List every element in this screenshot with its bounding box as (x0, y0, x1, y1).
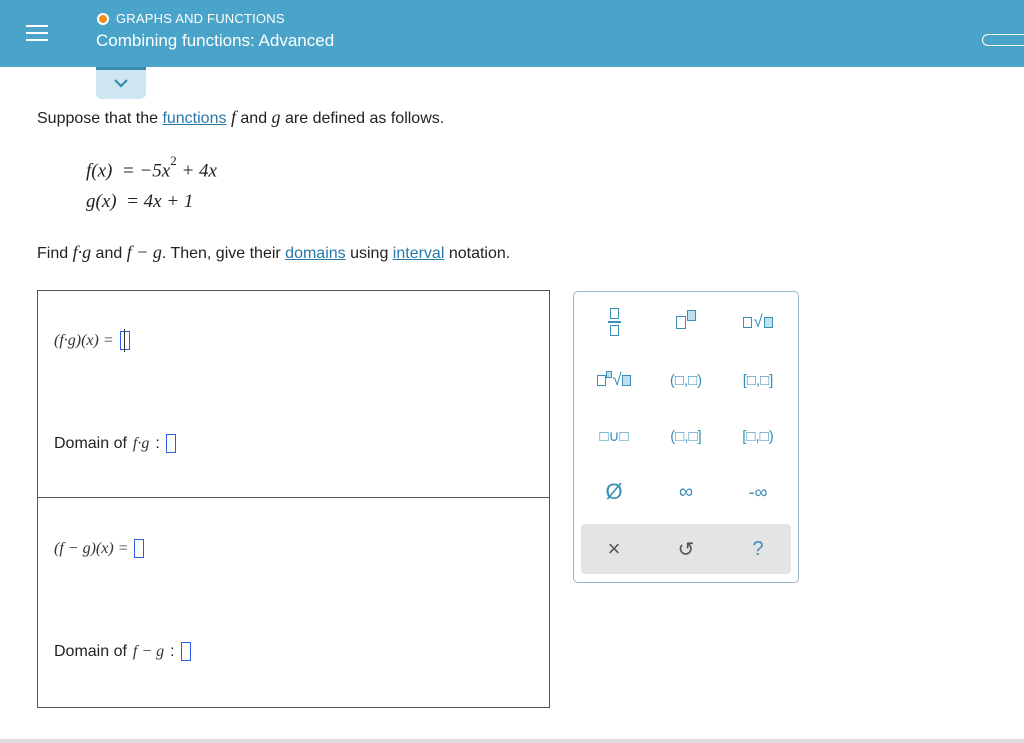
mixed-root-key[interactable]: √ (582, 363, 646, 397)
topic-status-icon (97, 13, 109, 25)
difference-row (54, 539, 144, 558)
progress-indicator (982, 34, 1024, 46)
f-definition: $f(x) = -5x^2 + 4x$ (86, 153, 217, 182)
nth-root-key[interactable]: √ (726, 305, 790, 339)
header-bar (0, 0, 1024, 67)
g-definition: g(x) = 4x + 1 (86, 191, 194, 212)
divider (38, 497, 549, 498)
math-keypad (573, 291, 799, 583)
hamburger-icon (26, 25, 48, 27)
problem-instructions: Find f·g and f − g. Then, give their domains using interval notation. (37, 242, 511, 262)
product-domain-label: Domain of (54, 434, 127, 452)
infinity-key[interactable]: ∞ (678, 480, 694, 503)
difference-domain-input[interactable] (181, 642, 191, 661)
open-interval-key[interactable]: (□,□) (669, 371, 703, 389)
negative-infinity-key[interactable]: -∞ (748, 481, 768, 502)
chevron-down-icon (113, 78, 129, 88)
product-row (54, 331, 130, 350)
menu-button[interactable] (14, 10, 60, 56)
empty-set-key[interactable]: Ø (605, 479, 623, 504)
fraction-key[interactable] (582, 305, 646, 339)
help-icon[interactable]: ? (752, 537, 764, 560)
answer-box (37, 290, 550, 708)
right-open-interval-key[interactable]: [□,□) (742, 427, 774, 445)
topic-title: GRAPHS AND FUNCTIONS (116, 11, 285, 26)
difference-answer-input[interactable] (134, 539, 144, 558)
undo-icon[interactable]: ↺ (677, 538, 695, 561)
clear-icon[interactable]: × (607, 536, 621, 561)
product-domain-row: Domain of f·g : (54, 434, 176, 453)
product-domain-input[interactable] (166, 434, 176, 453)
left-open-interval-key[interactable]: (□,□] (670, 427, 702, 445)
difference-domain-label: Domain of (54, 642, 127, 660)
domains-link[interactable]: domains (285, 245, 346, 262)
superscript-key[interactable] (654, 305, 718, 339)
union-key[interactable]: □∪□ (599, 428, 629, 445)
difference-label: (f − g)(x) = (54, 539, 129, 557)
expand-tab-button[interactable] (96, 67, 146, 99)
page-title: Combining functions: Advanced (96, 31, 335, 50)
footer-divider (0, 739, 1024, 743)
product-label: (f·g)(x) = (54, 331, 114, 349)
functions-link[interactable]: functions (162, 110, 227, 127)
topic-row (97, 11, 285, 26)
problem-intro: Suppose that the functions f and g are defined as follows. (37, 107, 445, 127)
interval-link[interactable]: interval (392, 245, 445, 262)
closed-interval-key[interactable]: [□,□] (742, 371, 774, 389)
difference-domain-row: Domain of f − g : (54, 642, 191, 661)
product-answer-input[interactable] (120, 331, 130, 350)
